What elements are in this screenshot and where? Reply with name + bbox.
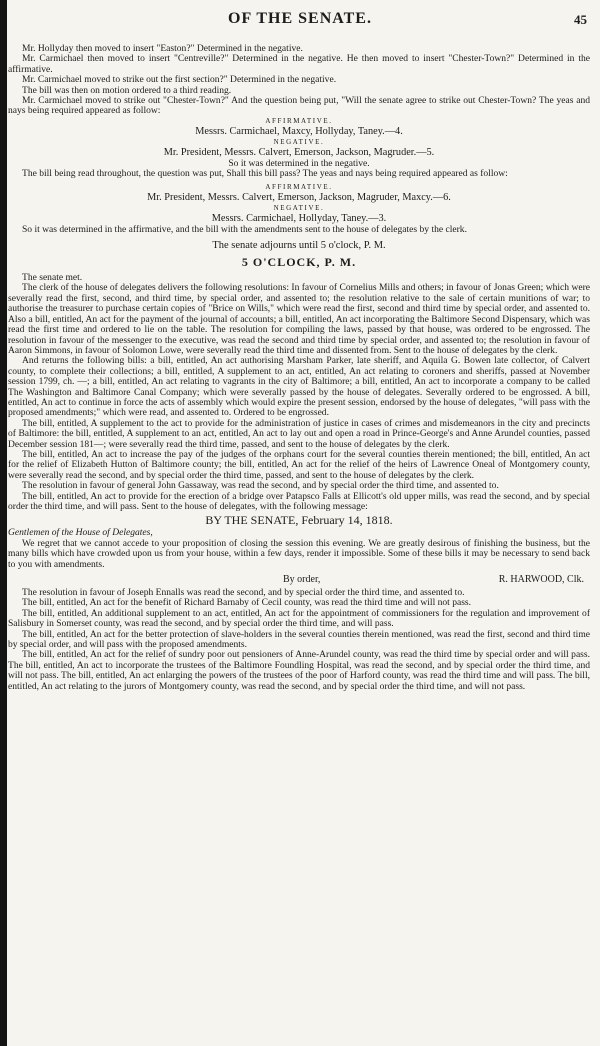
body-paragraph: The bill, entitled, An act for the benefit of Richard Barnaby of Cecil county, was read the third time and will not pass. <box>22 597 472 609</box>
vote-affirmative-heading: AFFIRMATIVE. <box>265 182 333 191</box>
vote-result: So it was determined in the negative. <box>228 157 370 169</box>
body-paragraph: And returns the following bills: a bill, entitled, An act authorising Marsham Parker, late sheriff, and Aquila G. Bowen late collector, of Calvert county, to complete their collections; a bill, entitled, A supplement to an act, entitled, An act relating to coroners and sheriffs, passed at November session 1799, ch. —; a bill, entitled, An act relating to vagrants in the city of Baltimore; a bill, entitled, An act to incorporate a company to be called The Washington and Baltimore Canal Company; which were severally passed by the house of delegates. Severally ordered to be engrossed. A bill, entitled, An act to continue in force the acts of assembly which would expire the present session, endorsed by the house of delegates, "will pass with the proposed amendments;" which were read, and assented to. Ordered to be engrossed. <box>8 355 590 419</box>
vote-affirmative-heading: AFFIRMATIVE. <box>265 116 333 125</box>
message-body: We regret that we cannot accede to your proposition of closing the session this evening. We are greatly desirous of finishing the business, but the many bills which have crowded upon us from your house, within a few days, render it impossible. Some of these bills it may be necessary to send back to you with amendments. <box>8 537 590 570</box>
page-title: OF THE SENATE. <box>228 10 372 27</box>
message-signature-row <box>8 574 590 586</box>
body-paragraph: The clerk of the house of delegates delivers the following resolutions: In favour of Cornelius Mills and others; in favour of Jonas Green; which were severally read the first, second, and third time, by special order, and assented to; the resolution relative to the sale of certain munitions of war; to authorise the treasurer to purchase certain copies of "Brice on Wills," which were read the first, second and third time by special order, and assented to. Also a bill, entitled, An act for the payment of the journal of accounts; a bill, entitled, An act incorporating the Baltimore Second Dispensary, which was read the first time and ordered to lie on the table. The resolution for compiling the laws, passed by that house, was ordered to be engrossed. The resolution in favour of the messenger to the executive, was read the second and third time by special order, and assented to; the resolution in favour of Aaron Simmons, in favour of Solomon Lowe, were severally read the third time and dissented from. Sent to the house of delegates by the clerk. <box>8 282 590 356</box>
motion-paragraph: Mr. Hollyday then moved to insert "Easton?" Determined in the negative. <box>22 43 303 54</box>
adjournment-line: The senate adjourns until 5 o'clock, P. M. <box>212 240 386 252</box>
body-paragraph: The bill, entitled, An act for the relief of sundry poor out pensioners of Anne-Arundel county, was read the third time by special order and will pass. The bill, entitled, An act to incorporate the trustees of the Baltimore Foundling Hospital, was read the second, and by special order the third time, and will not pass. The bill, entitled, An act enlarging the powers of the trustees of the poor of Harford county, was read the third time and will pass. The bill, entitled, An act relating to the jurors of Montgomery county, was read the second, and by special order the third time, and will not pass. <box>8 649 590 692</box>
vote-affirmative-names: Mr. President, Messrs. Calvert, Emerson, Jackson, Magruder, Maxcy.—6. <box>147 191 451 203</box>
motion-paragraph: The bill was then on motion ordered to a third reading. <box>22 84 232 96</box>
motion-paragraph: Mr. Carmichael moved to strike out "Chester-Town?" And the question being put, "Will the senate agree to strike out Chester-Town? The yeas and nays being required appeared as follow: <box>8 95 590 117</box>
vote-affirmative-names: Messrs. Carmichael, Maxcy, Hollyday, Taney.—4. <box>195 125 403 137</box>
section-heading: 5 O'CLOCK, P. M. <box>241 255 357 270</box>
motion-paragraph: Mr. Carmichael then moved to insert "Centreville?" Determined in the negative. He then moved to insert "Chester-Town?" Determined in the affirmative. <box>8 53 590 75</box>
clerk-signature: R. HARWOOD, Clk. <box>498 574 584 586</box>
motion-paragraph: Mr. Carmichael moved to strike out the first section?" Determined in the negative. <box>22 74 337 86</box>
message-heading: BY THE SENATE, February 14, 1818. <box>205 513 393 528</box>
body-paragraph: The bill, entitled, An act to increase the pay of the judges of the orphans court for the several counties therein mentioned; the bill, entitled, An act for the relief of Elizabeth Hutton of Baltimore county; the bill, entitled, An act for the relief of the heirs of Lawrence Oneal of Montgomery county, were severally read the second, and by special order the third time, passed, and sent to the house of delegates by the clerk. <box>8 448 590 481</box>
vote-negative-names: Mr. President, Messrs. Calvert, Emerson, Jackson, Magruder.—5. <box>163 146 435 158</box>
running-header <box>0 10 600 32</box>
body-paragraph: The bill, entitled, An act for the better protection of slave-holders in the several counties therein mentioned, was read the first, second and third time by special order, and will pass with the proposed amendments. <box>8 628 590 651</box>
message-salutation: Gentlemen of the House of Delegates, <box>8 527 153 539</box>
body-paragraph: The bill, entitled, An additional supplement to an act, entitled, An act for the appointment of commissioners for the regulation and improvement of Salisbury in Somerset county, was read the second, and by special order the third time, and will pass. <box>8 607 590 630</box>
by-order-label: By order, <box>283 574 321 586</box>
body-paragraph: The senate met. <box>22 272 83 284</box>
vote-result: So it was determined in the affirmative, and the bill with the amendments sent to the house of delegates by the clerk. <box>22 223 467 235</box>
body-paragraph: The bill, entitled, An act to provide for the erection of a bridge over Patapsco Falls at Ellicott's old upper mills, was read the second, and by special order the third time, and will pass. Sent to the house of delegates, with the following message: <box>8 490 590 512</box>
journal-page <box>8 44 590 692</box>
vote-negative-heading: NEGATIVE. <box>273 137 325 146</box>
body-paragraph: The resolution in favour of general John Gassaway, was read the second, and by special order the third time, and assented to. <box>22 480 499 492</box>
body-paragraph: The bill, entitled, A supplement to the act to provide for the administration of justice in cases of crimes and misdemeanors in the city and precincts of Baltimore: the bill, entitled, A supplement to an act, entitled, An act to lay out and open a road in Prince-George's and Anne Arundel counties, passed December session 181—; were severally read the third time, passed, and sent to the house of delegates by the clerk. <box>8 417 590 450</box>
third-reading-paragraph: The bill being read throughout, the question was put, Shall this bill pass? The yeas and nays being required appeared as follow: <box>22 168 508 180</box>
page-number: 45 <box>574 12 587 27</box>
vote-negative-names: Messrs. Carmichael, Hollyday, Taney.—3. <box>211 212 387 224</box>
book-binding-edge <box>0 0 7 1046</box>
body-paragraph: The resolution in favour of Joseph Ennalls was read the second, and by special order the third time, and assented to. <box>22 587 465 599</box>
vote-negative-heading: NEGATIVE. <box>273 203 325 212</box>
